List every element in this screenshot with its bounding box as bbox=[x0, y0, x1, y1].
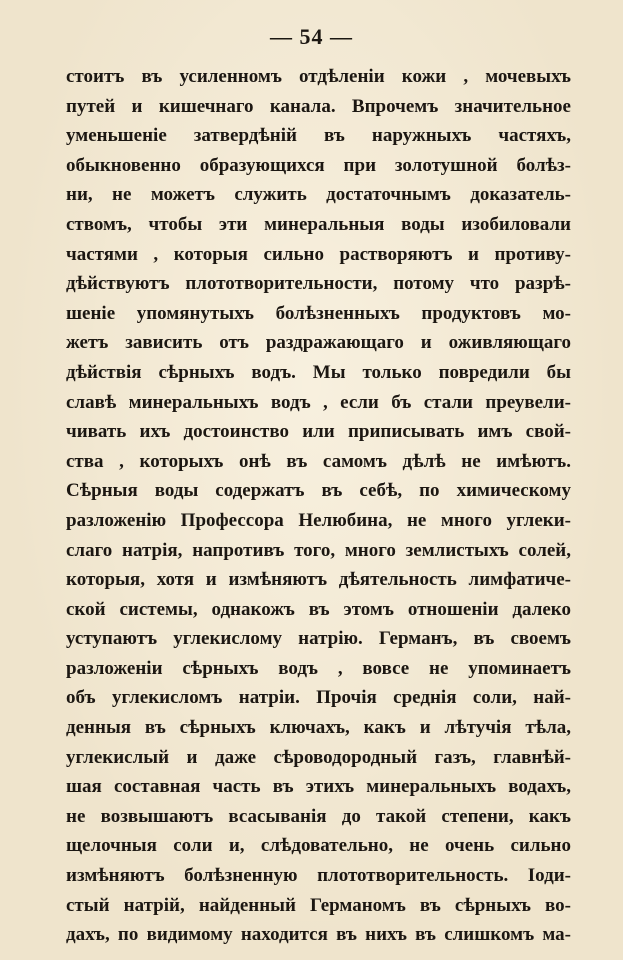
text-line: измѣняютъ болѣзненную плототворительность. Іоди- bbox=[66, 865, 571, 887]
text-line: чивать ихъ достоинство или приписывать имъ свой- bbox=[66, 421, 571, 443]
text-line: углекислый и даже сѣроводородный газъ, главнѣй- bbox=[66, 746, 571, 768]
text-line: не возвышаютъ всасыванія до такой степени, какъ bbox=[66, 805, 571, 827]
text-line: путей и кишечнаго канала. Впрочемъ значительное bbox=[66, 95, 571, 117]
text-line: объ углекисломъ натріи. Прочія среднія соли, най- bbox=[66, 687, 571, 709]
text-line: разложеніи сѣрныхъ водъ , вовсе не упоминаетъ bbox=[66, 657, 571, 679]
text-line: уменьшеніе затвердѣній въ наружныхъ частяхъ, bbox=[66, 125, 571, 147]
text-line: шеніе упомянутыхъ болѣзненныхъ продуктовъ мо- bbox=[66, 302, 571, 324]
text-line: разложенію Профессора Нелюбина, не много углеки- bbox=[66, 509, 571, 531]
body-text bbox=[66, 62, 571, 950]
text-line: ствомъ, чтобы эти минеральныя воды изобиловали bbox=[66, 213, 571, 235]
text-line: стоитъ въ усиленномъ отдѣленіи кожи , мочевыхъ bbox=[66, 66, 571, 87]
text-line: ни, не можетъ служить достаточнымъ доказатель- bbox=[66, 184, 571, 206]
text-line: которыя, хотя и измѣняютъ дѣятельность лимфатиче- bbox=[66, 569, 571, 591]
text-line: стый натрій, найденный Германомъ въ сѣрныхъ во- bbox=[66, 894, 571, 916]
text-line: шая составная часть въ этихъ минеральныхъ водахъ, bbox=[66, 776, 571, 798]
text-line: частями , которыя сильно растворяютъ и противу- bbox=[66, 243, 571, 265]
text-line: дахъ, по видимому находится въ нихъ въ слишкомъ ма- bbox=[66, 924, 571, 946]
text-line: слаго натрія, напротивъ того, много землистыхъ солей, bbox=[66, 539, 571, 561]
text-line: обыкновенно образующихся при золотушной болѣз- bbox=[66, 154, 571, 176]
text-line: денныя въ сѣрныхъ ключахъ, какъ и лѣтучія тѣла, bbox=[66, 717, 571, 739]
page-number: — 54 — bbox=[270, 24, 353, 49]
text-line: ства , которыхъ онѣ въ самомъ дѣлѣ не имѣютъ. bbox=[66, 450, 571, 472]
text-line: уступаютъ углекислому натрію. Германъ, въ своемъ bbox=[66, 628, 571, 650]
text-line: дѣйствія сѣрныхъ водъ. Мы только повредили бы bbox=[66, 361, 571, 383]
text-line: щелочныя соли и, слѣдовательно, не очень сильно bbox=[66, 835, 571, 857]
text-line: жетъ зависить отъ раздражающаго и оживляющаго bbox=[66, 332, 571, 354]
text-line: Сѣрныя воды содержатъ въ себѣ, по химическому bbox=[66, 480, 571, 502]
text-line: славѣ минеральныхъ водъ , если бъ стали преувели- bbox=[66, 391, 571, 413]
text-line: ской системы, однакожъ въ этомъ отношеніи далеко bbox=[66, 598, 571, 620]
text-line: дѣйствуютъ плототворительности, потому что разрѣ- bbox=[66, 273, 571, 295]
